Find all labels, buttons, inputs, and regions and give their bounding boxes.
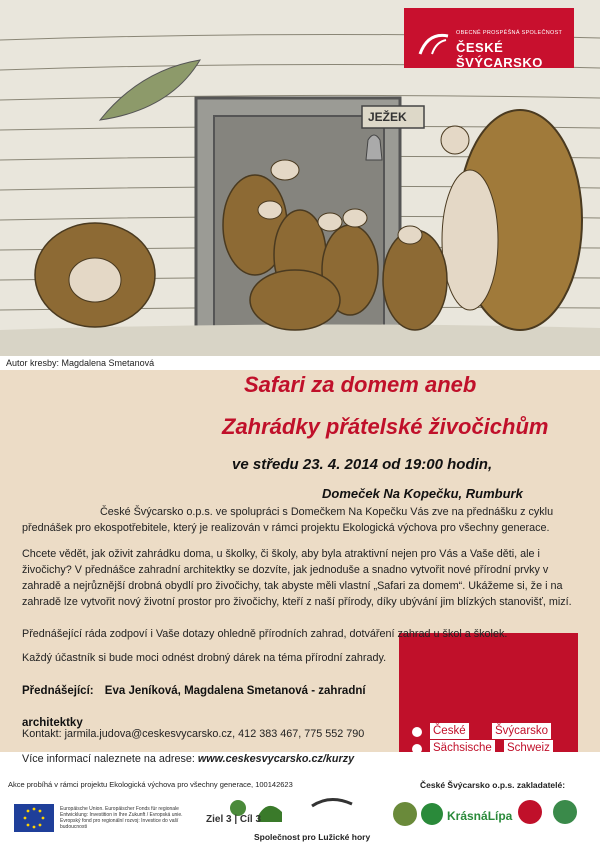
founder-emblem-icon bbox=[393, 802, 417, 826]
krasna-lipa-logo: KrásnáLípa bbox=[447, 809, 513, 823]
luzicke-hory-logo-icon bbox=[258, 806, 282, 822]
door-sign-label: JEŽEK bbox=[368, 110, 407, 124]
eu-fund-text: Europäische Union. Europäischer Fonds für regionale Entwicklung: Investition in Ihre Zukunft / Evropská unie. Evropský fond pro regionální rozvoj: Investice do vaší budoucnosti bbox=[60, 806, 183, 830]
region-logo-box bbox=[399, 633, 578, 752]
region-cz-2: Švýcarsko bbox=[492, 723, 551, 739]
intro-paragraph: České Švýcarsko o.p.s. ve spolupráci s Domečkem Na Kopečku Vás zve na přednášku z cyklu přednášek pro ekospotřebitele, který je realizován v rámci projektu Ekologická výchova pro všechny generace. bbox=[22, 506, 554, 534]
gift-paragraph: Každý účastník si bude moci odnést drobný dárek na téma přírodní zahrady. bbox=[22, 652, 387, 664]
brand-name: ČESKÉ ŠVÝCARSKO bbox=[456, 40, 543, 70]
region-mark-icon bbox=[412, 744, 422, 754]
event-date: ve středu 23. 4. 2014 od 19:00 hodin, bbox=[232, 456, 493, 473]
project-note: Akce probíhá v rámci projektu Ekologická výchova pro všechny generace, 100142623 bbox=[8, 780, 293, 789]
ziel3-logo: Ziel 3 | Cíl 3 bbox=[206, 814, 262, 825]
swoosh-logo-icon bbox=[418, 30, 450, 56]
questions-paragraph: Přednášející ráda zodpoví i Vaše dotazy ohledně přírodních zahrad, dotváření zahrad u škol a školek. bbox=[22, 628, 508, 640]
illustration-credit: Autor kresby: Magdalena Smetanová bbox=[6, 358, 155, 368]
more-info-label: Více informací naleznete na adrese: bbox=[22, 753, 195, 765]
more-info-url[interactable]: www.ceskesvycarsko.cz/kurzy bbox=[197, 753, 355, 765]
region-de-1: Sächsische bbox=[430, 740, 495, 756]
region-de-2: Schweiz bbox=[504, 740, 553, 756]
spolecnost-logo-text: Společnost pro Lužické hory bbox=[254, 832, 371, 842]
title-line-1: Safari za domem aneb bbox=[244, 372, 477, 397]
ceske-svycarsko-logo bbox=[404, 8, 574, 68]
lecturers-names: Eva Jeníková, Magdalena Smetanová - zahradní architektky bbox=[22, 685, 366, 729]
founders-label: České Švýcarsko o.p.s. zakladatelé: bbox=[420, 780, 566, 790]
title-line-2: Zahrádky přátelské živočichům bbox=[222, 414, 549, 439]
region-cz-1: České bbox=[430, 723, 469, 739]
brand-tagline: OBECNĚ PROSPĚŠNÁ SPOLEČNOST bbox=[456, 30, 563, 36]
lecturers-label: Přednášející: bbox=[22, 685, 94, 697]
event-place: Domeček Na Kopečku, Rumburk bbox=[322, 486, 523, 501]
description-paragraph: Chcete vědět, jak oživit zahrádku doma, u školky, či školy, aby byla atraktivní nejen pro Vás a Vaše děti, ale i živočichy? V přednášce zahradní architektky se dozvíte, jak jednoduše a snadno vytvořit nové přírodní prvky v zahradě a nejrůznější drobná obydlí pro živočichy, tak abyste měli vlastní „Safari za domem“. Ukážeme si, že i na zahradě lze vytvořit nový životní prostor pro živočichy, kteří z naší přírody, díky ubývání jim blízkých stanovišť, mizí. bbox=[22, 548, 572, 608]
more-info bbox=[22, 753, 354, 765]
contact-info: Kontakt: jarmila.judova@ceskesvycarsko.cz, 412 383 467, 775 552 790 bbox=[22, 728, 365, 740]
region-mark-icon bbox=[412, 727, 422, 737]
